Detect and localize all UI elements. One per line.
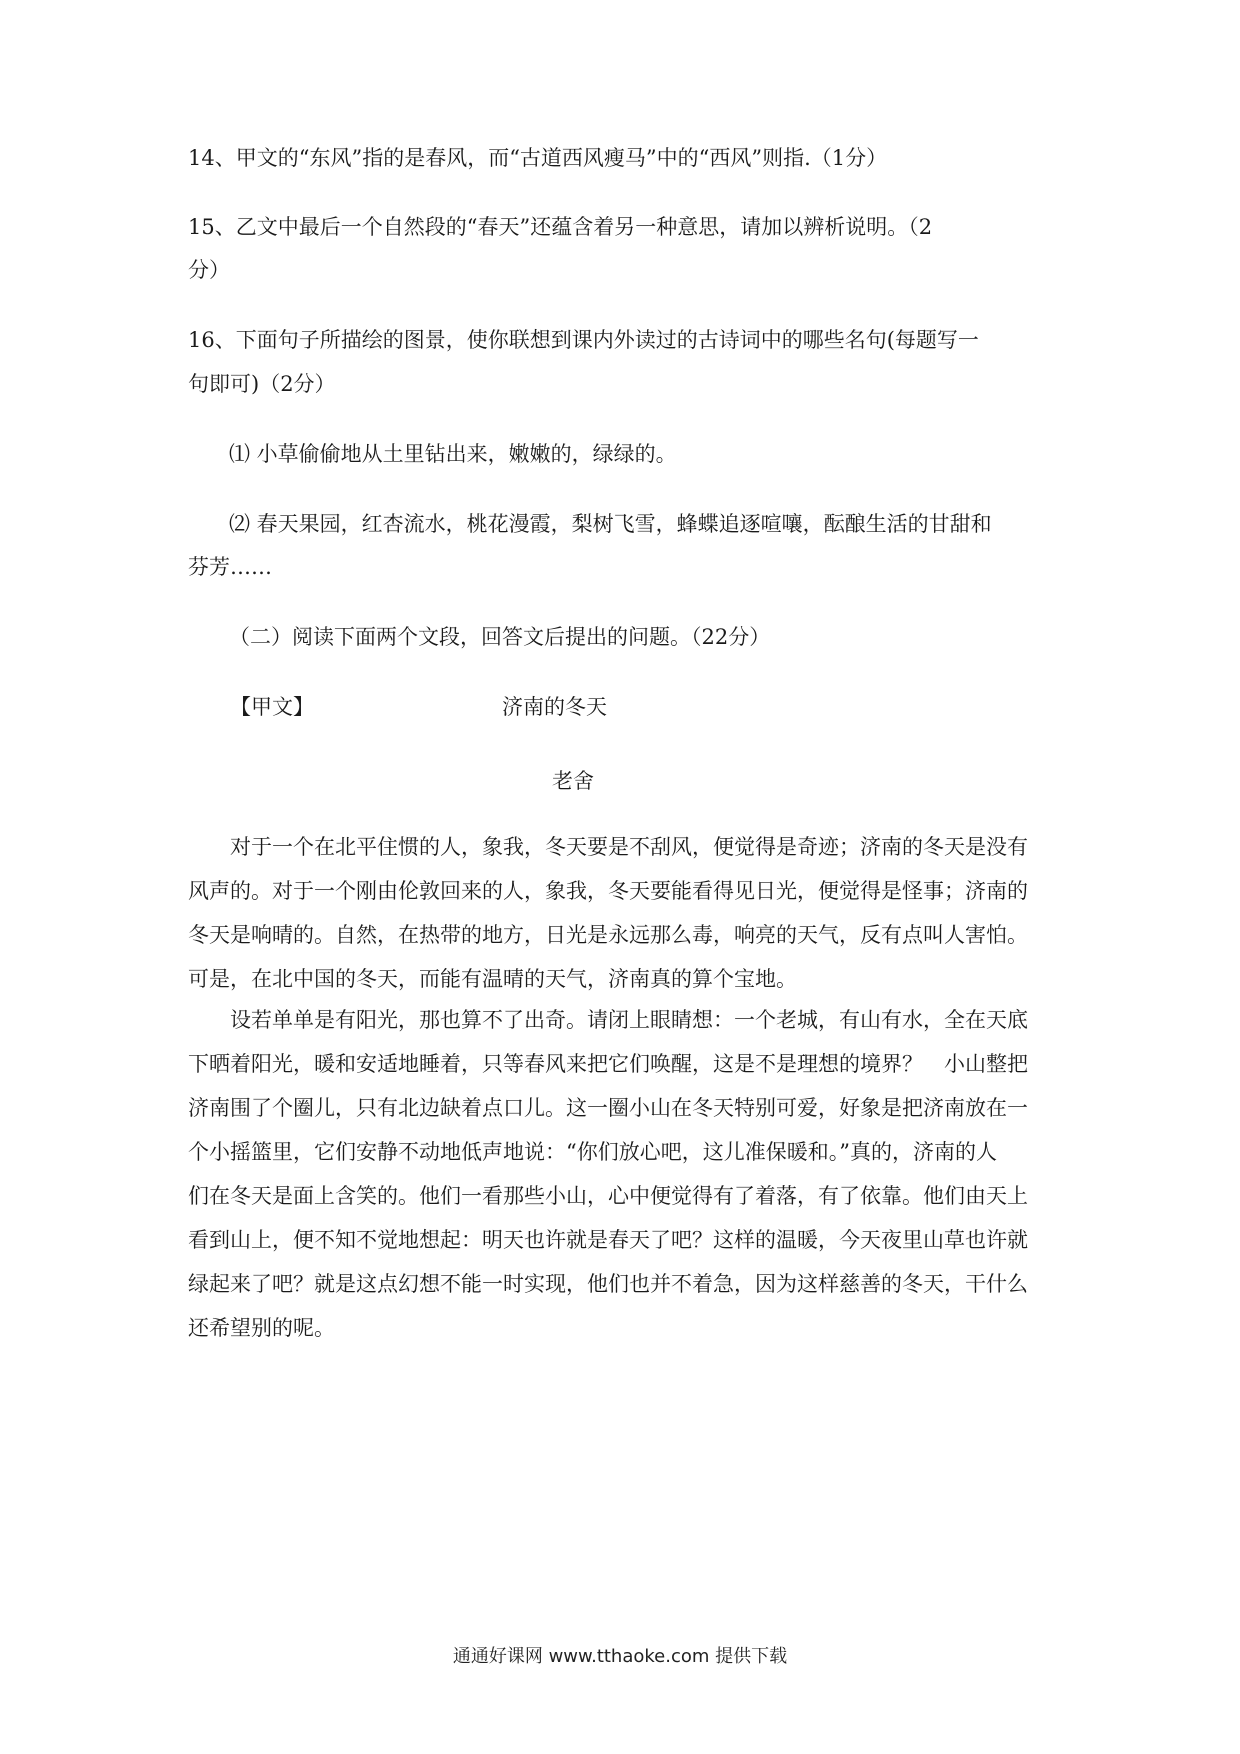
passage-paragraph-2	[188, 1008, 1060, 1338]
page-footer[interactable]: 通通好课网 www.tthaoke.com 提供下载	[452, 1646, 788, 1667]
question-15-line2: 分）	[188, 258, 230, 282]
question-14: 14、甲文的“东风”指的是春风，而“古道西风瘦马”中的“西风”则指.（1分）	[188, 146, 888, 170]
section-heading: （二）阅读下面两个文段，回答文后提出的问题。（22分）	[229, 625, 771, 649]
paragraph-line: 还希望别的呢。	[188, 1316, 335, 1340]
paragraph-line: 看到山上，便不知不觉地想起：明天也许就是春天了吧？这样的温暖，今天夜里山草也许就	[188, 1228, 1028, 1252]
question-16-item2-line1: ⑵ 春天果园，红杏流水，桃花漫霞，梨树飞雪，蜂蝶追逐喧嚷，酝酿生活的甘甜和	[229, 512, 992, 536]
paragraph-line: 对于一个在北平住惯的人，象我，冬天要是不刮风，便觉得是奇迹；济南的冬天是没有	[230, 835, 1028, 859]
passage-paragraph-1	[188, 835, 1060, 991]
passage-label: 【甲文】	[230, 695, 314, 719]
question-16-item2-line2: 芬芳……	[188, 555, 272, 579]
question-16-line2: 句即可)（2分）	[188, 372, 336, 396]
passage-author: 老舍	[552, 769, 594, 793]
passage-title: 济南的冬天	[502, 695, 607, 719]
question-16-item1: ⑴ 小草偷偷地从土里钻出来，嫩嫩的，绿绿的。	[229, 442, 677, 466]
question-15-line1: 15、乙文中最后一个自然段的“春天”还蕴含着另一种意思，请加以辨析说明。（2	[188, 215, 933, 239]
paragraph-line: 们在冬天是面上含笑的。他们一看那些小山，心中便觉得有了着落，有了依靠。他们由天上	[188, 1184, 1028, 1208]
paragraph-line: 下晒着阳光，暖和安适地睡着，只等春风来把它们唤醒，这是不是理想的境界？ 小山整把	[188, 1052, 1028, 1076]
question-16-line1: 16、下面句子所描绘的图景，使你联想到课内外读过的古诗词中的哪些名句(每题写一	[188, 328, 979, 352]
paragraph-line: 冬天是响晴的。自然，在热带的地方，日光是永远那么毒，响亮的天气，反有点叫人害怕。	[188, 923, 1028, 947]
paragraph-line: 绿起来了吧？就是这点幻想不能一时实现，他们也并不着急，因为这样慈善的冬天，干什么	[188, 1272, 1028, 1296]
paragraph-line: 可是，在北中国的冬天，而能有温晴的天气，济南真的算个宝地。	[188, 967, 797, 991]
paragraph-line: 济南围了个圈儿，只有北边缺着点口儿。这一圈小山在冬天特别可爱，好象是把济南放在一	[188, 1096, 1028, 1120]
paragraph-line: 设若单单是有阳光，那也算不了出奇。请闭上眼睛想：一个老城，有山有水，全在天底	[230, 1008, 1028, 1032]
paragraph-line: 风声的。对于一个刚由伦敦回来的人，象我，冬天要能看得见日光，便觉得是怪事；济南的	[188, 879, 1028, 903]
paragraph-line: 个小摇篮里，它们安静不动地低声地说：“你们放心吧，这儿准保暖和。”真的，济南的人	[188, 1140, 997, 1164]
